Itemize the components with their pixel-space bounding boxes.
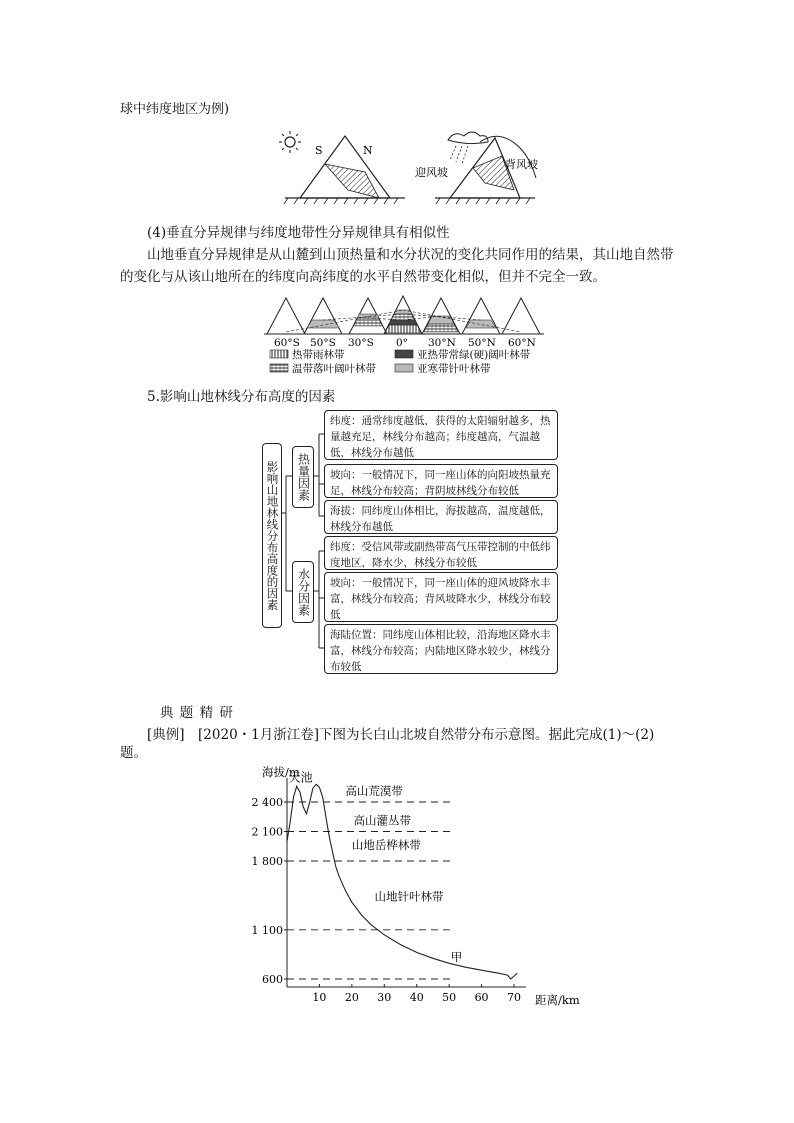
legend-swatch-rainforest [270, 350, 288, 358]
y-tick-label: 2 100 [251, 825, 283, 839]
lat-label: 30°N [428, 337, 456, 349]
mountain-sun-slope [284, 136, 405, 204]
legend-label: 亚热带常绿(硬)阔叶林带 [417, 349, 531, 361]
legend-swatch-temperate [270, 364, 288, 372]
zone-label: 高山灌丛带 [353, 813, 411, 828]
example-question-line2: 题。 [120, 745, 147, 761]
lat-label: 50°S [310, 337, 336, 349]
peak-label: 天池 [288, 770, 313, 785]
x-tick-label: 40 [409, 991, 424, 1004]
latitude-zone-figure [262, 292, 552, 382]
example-heading: 典 题 精 研 [160, 705, 234, 721]
sec5-heading: 5.影响山地林线分布高度的因素 [147, 389, 336, 405]
label-windward: 迎风坡 [415, 166, 448, 179]
legend-swatch-subtropical [395, 350, 413, 358]
zone-label: 山地岳桦林带 [351, 838, 421, 853]
x-tick-label: 20 [344, 991, 359, 1004]
label-n: N [363, 144, 373, 157]
x-tick-label: 70 [507, 991, 521, 1004]
lat-label: 60°S [274, 337, 300, 349]
y-tick-label: 1 100 [251, 923, 283, 937]
tree-leaf: 海陆位置：同纬度山体相比较，沿海地区降水丰富，林线分布较高；内陆地区降水较少，林线分布较低 [324, 624, 558, 674]
legend-label: 温带落叶阔叶林带 [292, 363, 376, 375]
tree-leaf: 纬度：受信风带或副热带高气压带控制的中低纬度地区，降水少，林线分布较低 [324, 536, 558, 570]
lat-label: 50°N [468, 337, 496, 349]
x-tick-label: 60 [474, 991, 489, 1004]
base-label: 甲 [450, 949, 463, 964]
y-axis-label: 海拔/m [262, 765, 300, 779]
tree-leaf: 坡向：一般情况下，同一座山体的迎风坡降水丰富，林线分布较高；背风坡降水少，林线分布较低 [324, 572, 558, 622]
y-tick-label: 2 400 [251, 796, 283, 809]
elevation-chart [250, 760, 580, 1010]
legend-swatch-subarctic [395, 364, 413, 372]
x-tick-label: 30 [377, 991, 392, 1004]
lat-label: 0° [396, 337, 408, 349]
tree-leaf: 纬度：通常纬度越低，获得的太阳辐射越多，热量越充足，林线分布越高；纬度越高，气温越低，林线分布越低 [324, 410, 558, 460]
sec4-paragraph: 山地垂直分异规律是从山麓到山顶热量和水分状况的变化共同作用的结果，其山地自然带的变化与从该山地所在的纬度向高纬度的水平自然带变化相似，但并不完全一致。 [120, 247, 674, 285]
tree-heat-box: 热量因素 [292, 446, 314, 508]
y-tick-label: 1 800 [251, 855, 283, 868]
tree-leaf: 坡向：一般情况下，同一座山体的向阳坡热量充足，林线分布较高；背阴坡林线分布较低 [324, 464, 558, 498]
lat-label: 60°N [508, 337, 536, 349]
tree-water-box: 水分因素 [292, 561, 314, 623]
tree-root-box: 影响山地林线分布高度的因素 [262, 443, 282, 628]
tree-leaf: 海拔：同纬度山体相比，海拔越高，温度越低，林线分布越低 [324, 500, 558, 534]
legend-label: 热带雨林带 [292, 349, 345, 361]
label-leeward: 背风坡 [505, 158, 538, 171]
intro-line: 球中纬度地区为例) [120, 102, 230, 117]
sun-icon [279, 131, 301, 153]
x-axis-label: 距离/km [535, 993, 580, 1007]
y-tick-label: 600 [262, 973, 283, 986]
lat-label: 30°S [348, 337, 374, 349]
x-tick-label: 10 [312, 991, 327, 1004]
label-s: S [315, 144, 323, 157]
legend-label: 亚寒带针叶林带 [417, 363, 491, 375]
sec4-heading: (4)垂直分异规律与纬度地带性分异规律具有相似性 [147, 225, 450, 241]
example-question-line1: [典例] [2020・1月浙江卷]下图为长白山北坡自然带分布示意图。据此完成(1)～(2) [147, 727, 655, 743]
zone-label: 山地针叶林带 [374, 889, 444, 904]
x-tick-label: 50 [442, 991, 457, 1004]
zone-label: 高山荒漠带 [345, 784, 403, 799]
slope-figure [270, 128, 560, 210]
